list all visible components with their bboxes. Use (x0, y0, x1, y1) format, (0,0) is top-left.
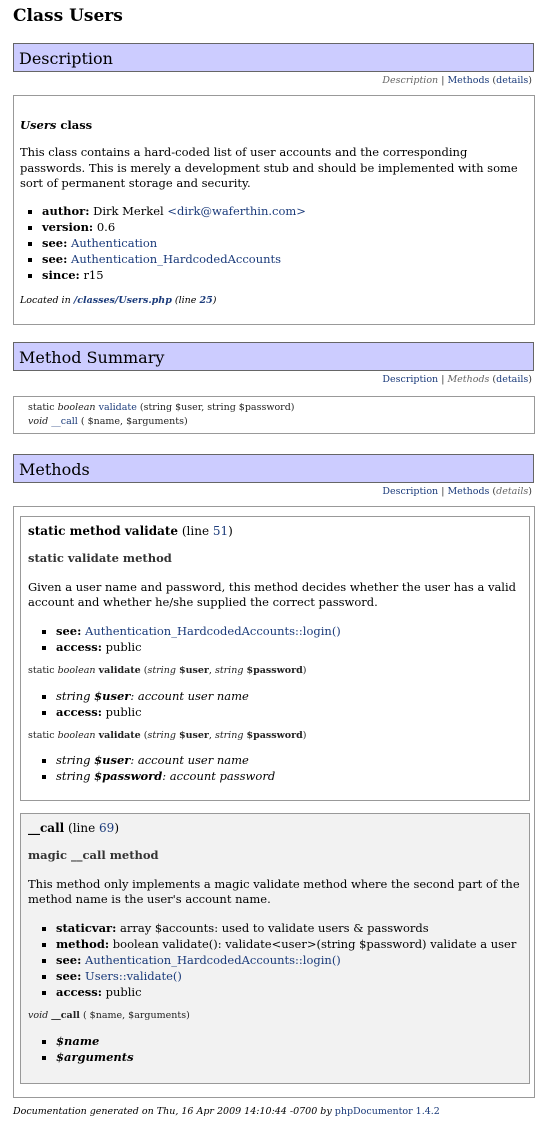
methods-header: Methods (13, 454, 534, 483)
tag-see-hardcoded: ▪ see: Authentication_HardcodedAccounts (42, 251, 306, 267)
methods-nav: Description | Methods (details) (382, 486, 532, 497)
validate-see: ▪ see: Authentication_HardcodedAccounts::login() (56, 623, 522, 639)
call-description: This method only implements a magic validate method where the second part of the method name is the user's account name. (28, 876, 520, 907)
file-link[interactable]: /classes/Users.php (73, 295, 172, 306)
validate-signature-1: static boolean validate (string $user, string $password) (28, 664, 307, 676)
validate-params-2 (28, 752, 522, 784)
tag-author: ▪ author: Dirk Merkel <dirk@waferthin.com> (42, 203, 306, 219)
validate-signature-2: static boolean validate (string $user, string $password) (28, 729, 307, 741)
description-box (13, 95, 535, 325)
nav-methods-current: Methods (447, 374, 490, 385)
method-validate-title: static method validate (line 51) (28, 524, 233, 538)
validate-summary: static validate method (28, 551, 172, 566)
call-summary: magic __call method (28, 848, 159, 863)
located-in: Located in /classes/Users.php (line 25) (20, 295, 217, 306)
summary-box (13, 396, 535, 434)
summary-call-link[interactable]: __call (51, 416, 78, 427)
description-header: Description (13, 43, 534, 72)
nav-description-current: Description (382, 75, 439, 86)
call-signature: void __call ( $name, $arguments) (28, 1009, 190, 1021)
author-email-link[interactable]: <dirk@waferthin.com> (167, 204, 306, 218)
see-hardcoded-link[interactable]: Authentication_HardcodedAccounts (71, 252, 282, 266)
phpdocumentor-link[interactable]: phpDocumentor 1.4.2 (334, 1106, 440, 1117)
tag-see-authentication: ▪ see: Authentication (42, 235, 306, 251)
call-see-link-1[interactable]: Authentication_HardcodedAccounts::login() (85, 952, 341, 967)
line-link[interactable]: 25 (199, 295, 213, 306)
call-access: ▪ access: public (56, 984, 522, 1000)
summary-row-validate: static boolean validate (string $user, string $password) (28, 402, 295, 413)
validate-access-2: ▪ access: public (56, 704, 522, 720)
see-authentication-link[interactable]: Authentication (71, 236, 158, 250)
param-item: ▪ string $password: account password (56, 768, 522, 784)
tag-since: ▪ since: r15 (42, 267, 306, 283)
method-call-title: __call (line 69) (28, 821, 120, 835)
class-description: This class contains a hard-coded list of user accounts and the corresponding passwords. This is merely a development stub and should be implemented with some sort of permanent storage and security. (20, 145, 518, 191)
nav-details-current: details (496, 486, 529, 497)
summary-nav: Description | Methods (details) (382, 374, 532, 385)
validate-access: ▪ access: public (56, 639, 522, 655)
param-item: ▪ string $user: account user name (56, 752, 522, 768)
call-method: ▪ method: boolean validate(): validate<user>(string $password) validate a user (56, 936, 522, 952)
call-see-1: ▪ see: Authentication_HardcodedAccounts::login() (56, 952, 522, 968)
call-see-link-2[interactable]: Users::validate() (85, 968, 182, 983)
nav-description-link-2[interactable]: Description (382, 486, 439, 497)
validate-line-link[interactable]: 51 (212, 524, 229, 538)
methods-box (13, 506, 535, 1098)
class-heading (20, 118, 92, 134)
param-item: ▪ string $user: account user name (56, 688, 522, 704)
class-name: Users (20, 118, 57, 132)
call-see-2: ▪ see: Users::validate() (56, 968, 522, 984)
call-staticvar: ▪ staticvar: array $accounts: used to validate users & passwords (56, 920, 522, 936)
method-call (20, 813, 530, 1084)
nav-details-link-2[interactable]: details (496, 374, 529, 385)
tag-version: ▪ version: 0.6 (42, 219, 306, 235)
class-tags (14, 203, 306, 283)
nav-description-link[interactable]: Description (382, 374, 439, 385)
description-nav: Description | Methods (details) (382, 75, 532, 86)
call-line-link[interactable]: 69 (99, 821, 115, 835)
validate-tags (28, 623, 522, 655)
nav-details-link[interactable]: details (496, 75, 529, 86)
validate-params-1 (28, 688, 522, 720)
method-validate (20, 516, 530, 801)
class-word: class (60, 118, 93, 132)
summary-row-call: void __call ( $name, $arguments) (28, 416, 188, 427)
call-params (28, 1033, 522, 1065)
page-title: Class Users (13, 6, 123, 26)
nav-methods-link-2[interactable]: Methods (447, 486, 490, 497)
param-item: ▪ $name (56, 1033, 522, 1049)
method-summary-header: Method Summary (13, 342, 534, 371)
nav-methods-link[interactable]: Methods (447, 75, 490, 86)
call-tags (28, 920, 522, 1000)
validate-description: Given a user name and password, this method decides whether the user has a valid account and whether he/she supplied the correct password. (28, 579, 517, 610)
footer: Documentation generated on Thu, 16 Apr 2009 14:10:44 -0700 by phpDocumentor 1.4.2 (13, 1106, 440, 1117)
validate-see-link[interactable]: Authentication_HardcodedAccounts::login() (85, 623, 341, 638)
summary-validate-link[interactable]: validate (98, 402, 137, 413)
param-item: ▪ $arguments (56, 1049, 522, 1065)
